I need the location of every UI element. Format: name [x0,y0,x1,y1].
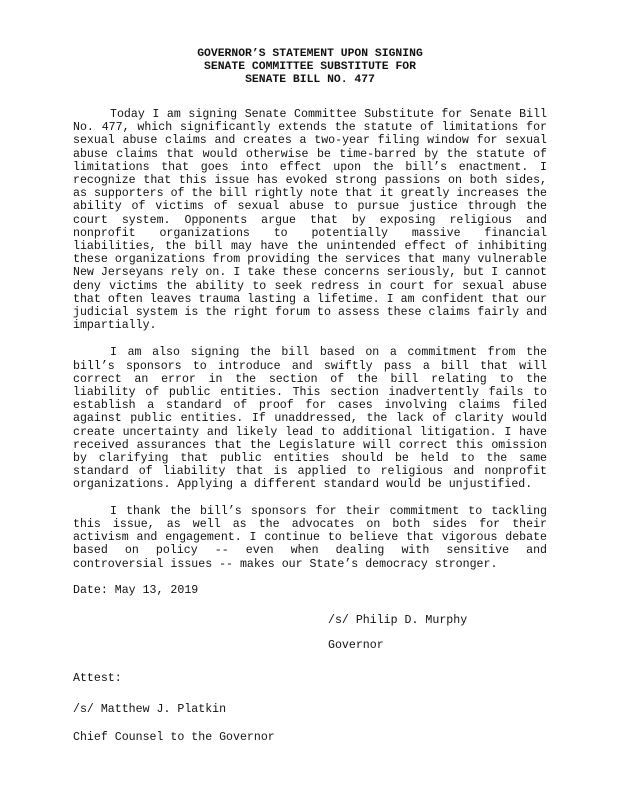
governor-title: Governor [328,639,384,653]
statement-paragraph-2: I am also signing the bill based on a commitment from the bill’s sponsors to introduce and swiftly pass a bill that will correct an error in the section of the bill relating to the liability of public entities. This section inadvertently fails to establish a standard of proof for cases involving claims filed against public entities. If unaddressed, the lack of clarity would create uncertainty and likely lead to additional litigation. I have received assurances that the Legislature will correct this omission by clarifying that public entities should be held to the same standard of liability that is applied to religious and nonprofit organizations. Applying a different standard would be unjustified. [73,346,547,492]
attest-signature: /s/ Matthew J. Platkin [73,702,227,716]
heading-line-3: SENATE BILL NO. 477 [245,74,375,86]
statement-paragraph-3: I thank the bill’s sponsors for their commitment to tackling this issue, as well as the advocates on both sides for their activism and engagement. I continue to believe that vigorous debate based on policy -- even when dealing with sensitive and controversial issues -- makes our State’s democracy stronger. [73,504,547,571]
statement-heading [73,48,547,87]
attest-label: Attest: [73,672,122,686]
governor-signature: /s/ Philip D. Murphy [328,613,468,627]
heading-line-1: GOVERNOR’S STATEMENT UPON SIGNING [197,48,423,60]
signing-date: Date: May 13, 2019 [73,583,199,597]
heading-line-2: SENATE COMMITTEE SUBSTITUTE FOR [204,61,416,73]
statement-paragraph-1: Today I am signing Senate Committee Substitute for Senate Bill No. 477, which significantly extends the statute of limitations for sexual abuse claims and creates a two-year filing window for sexual abuse claims that would otherwise be time-barred by the statute of limitations that goes into effect upon the bill’s enactment. I recognize that this issue has evoked strong passions on both sides, as supporters of the bill rightly note that it greatly increases the ability of victims of sexual abuse to pursue justice through the court system. Opponents argue that by exposing religious and nonprofit organizations to potentially massive financial liabilities, the bill may have the unintended effect of inhibiting these organizations from providing the services that many vulnerable New Jerseyans rely on. I take these concerns seriously, but I cannot deny victims the ability to seek redress in court for sexual abuse that often leaves trauma lasting a lifetime. I am confident that our judicial system is the right forum to assess these claims fairly and impartially. [73,108,547,333]
statement-page [73,48,547,744]
attest-title: Chief Counsel to the Governor [73,730,275,744]
